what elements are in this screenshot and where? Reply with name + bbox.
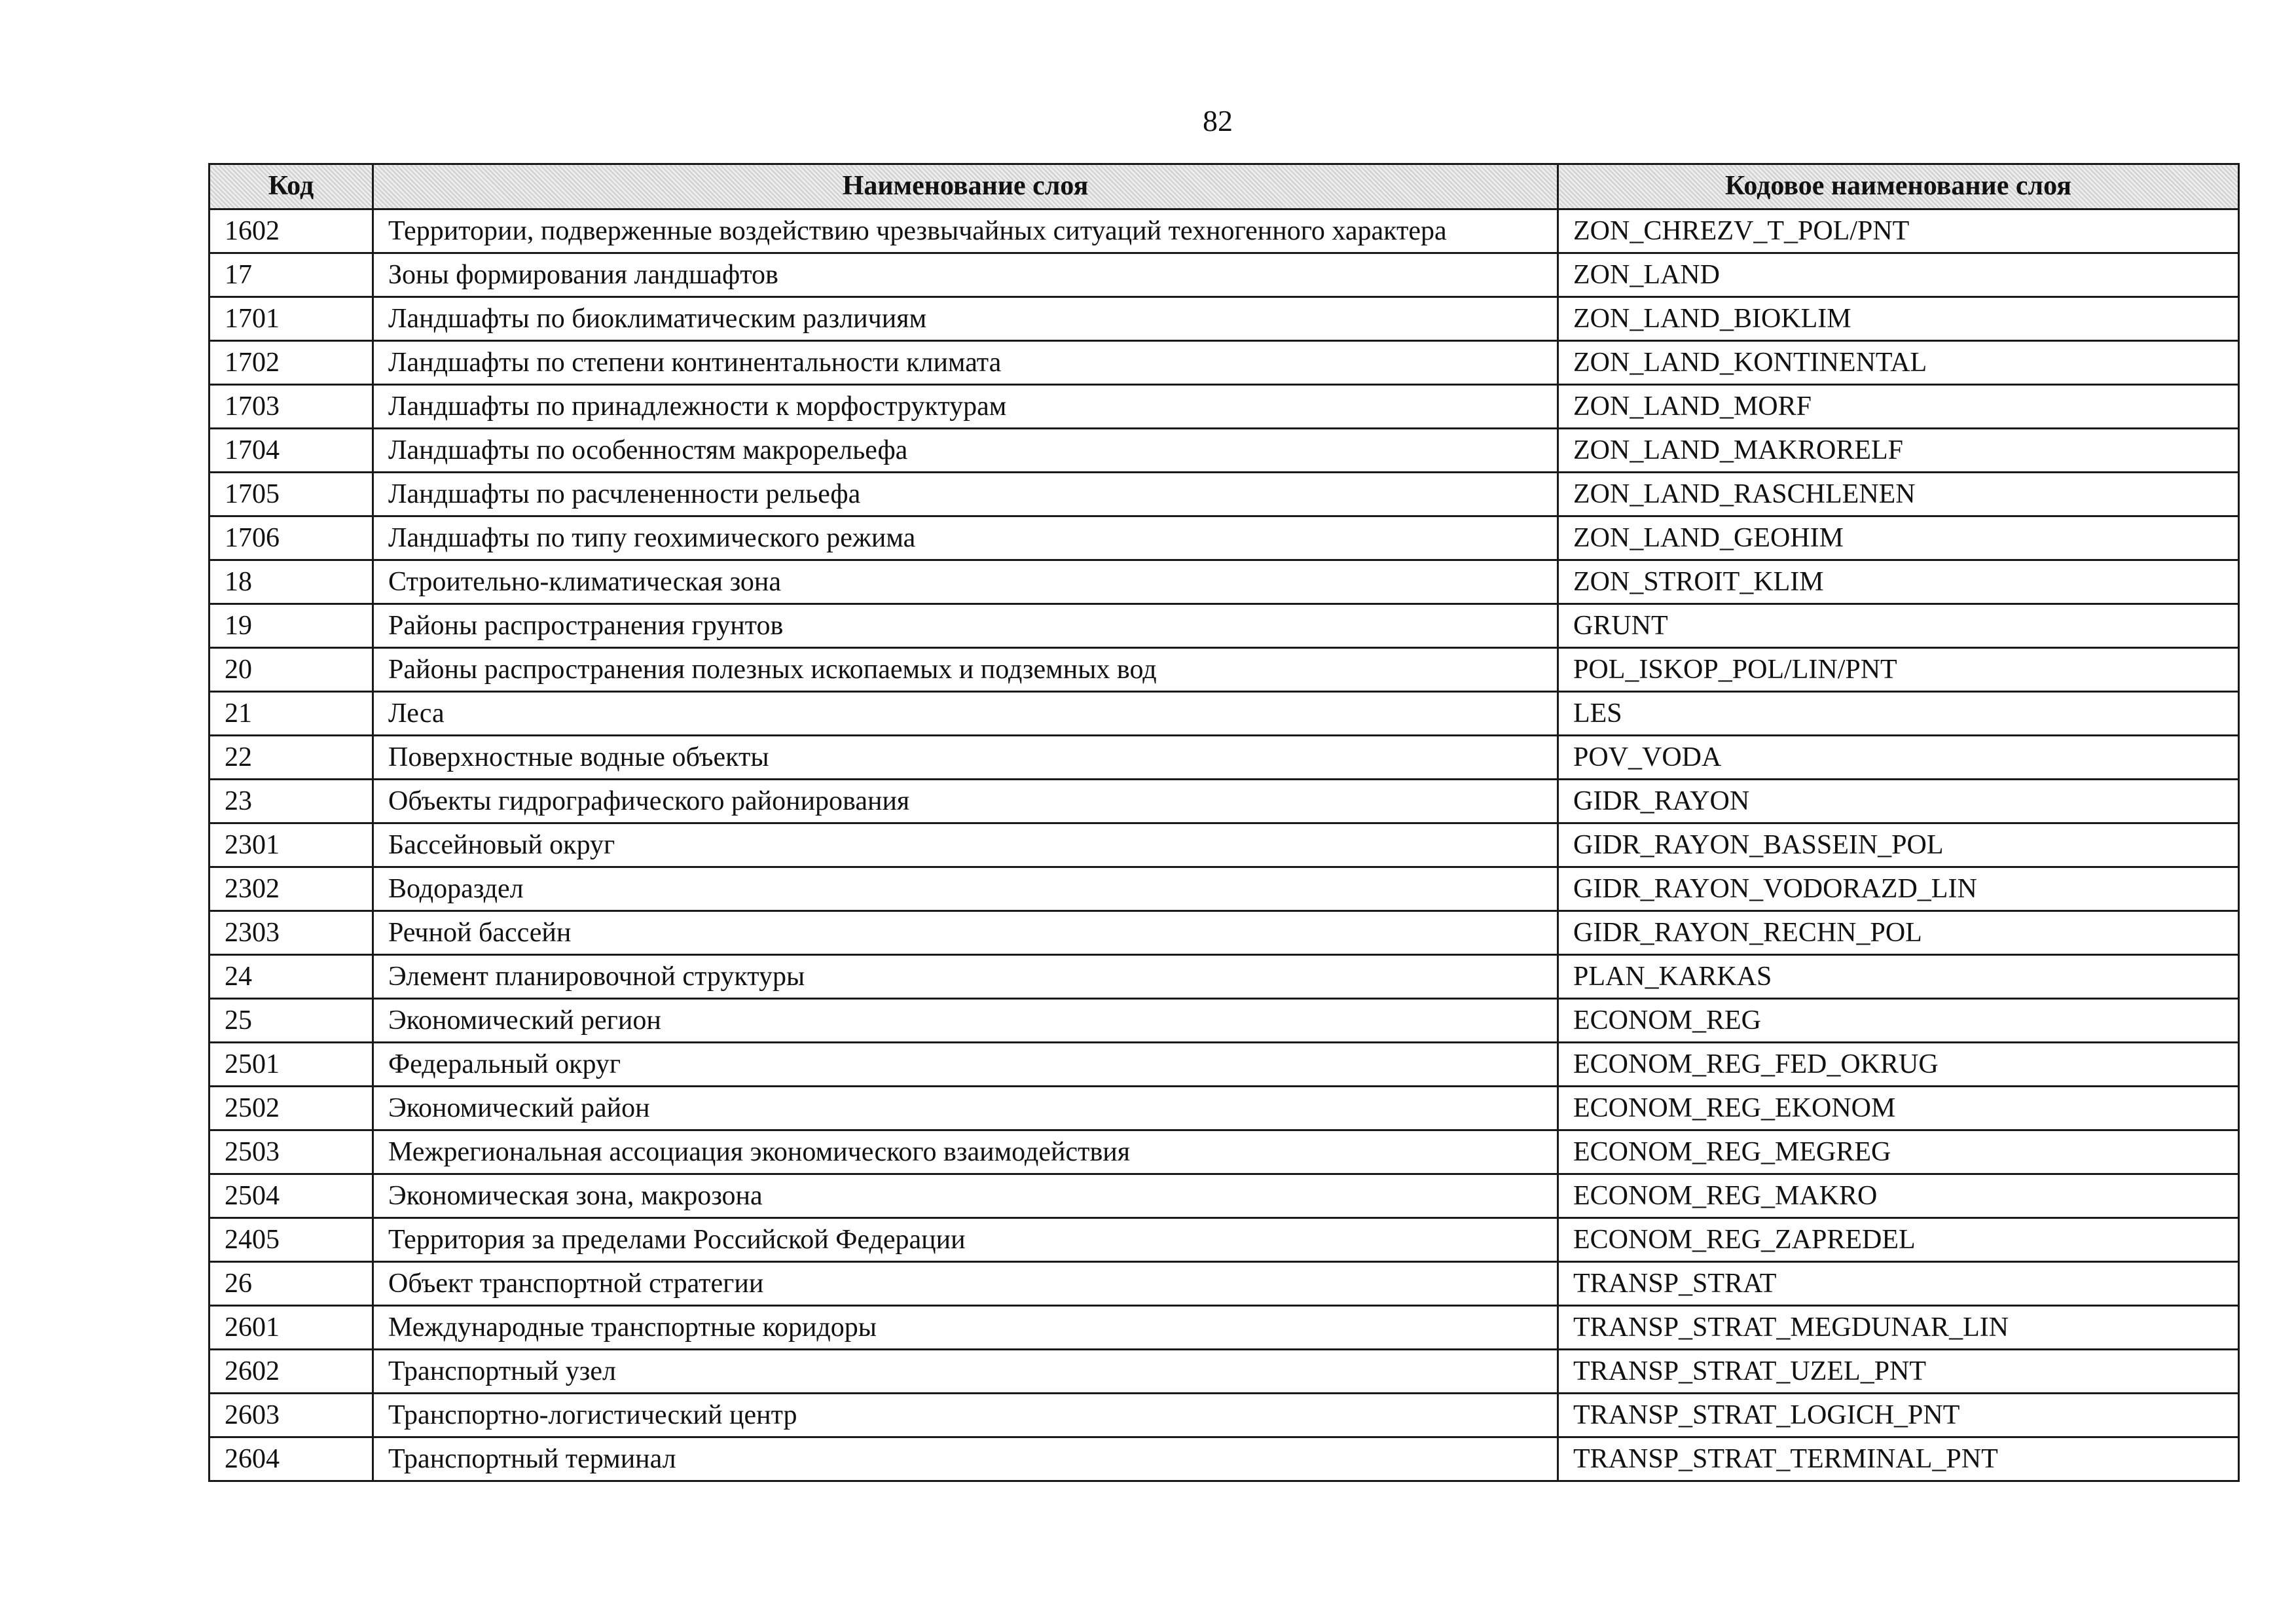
- row-layer-code-name: TRANSP_STRAT: [1558, 1261, 2239, 1305]
- row-layer-name: Леса: [373, 691, 1558, 735]
- row-layer-code-name: ZON_LAND_MAKRORELF: [1558, 428, 2239, 472]
- row-layer-name: Бассейновый округ: [373, 823, 1558, 867]
- row-code: 21: [210, 691, 373, 735]
- row-layer-name: Ландшафты по особенностям макрорельефа: [373, 428, 1558, 472]
- header-layer-code-name: Кодовое наименование слоя: [1558, 164, 2239, 209]
- row-layer-name: Районы распространения полезных ископаемых и подземных вод: [373, 647, 1558, 691]
- row-code: 24: [210, 954, 373, 998]
- row-layer-name: Зоны формирования ландшафтов: [373, 253, 1558, 297]
- row-layer-code-name: GIDR_RAYON_VODORAZD_LIN: [1558, 867, 2239, 911]
- row-code: 2504: [210, 1174, 373, 1218]
- row-code: 2601: [210, 1305, 373, 1349]
- row-code: 1703: [210, 384, 373, 428]
- row-code: 1706: [210, 516, 373, 560]
- layer-table: [208, 163, 2240, 1482]
- row-layer-code-name: ECONOM_REG_FED_OKRUG: [1558, 1042, 2239, 1086]
- row-layer-name: Объект транспортной стратегии: [373, 1261, 1558, 1305]
- table-row: [210, 779, 2239, 823]
- row-code: 26: [210, 1261, 373, 1305]
- row-layer-code-name: POL_ISKOP_POL/LIN/PNT: [1558, 647, 2239, 691]
- row-layer-code-name: LES: [1558, 691, 2239, 735]
- table-row: [210, 1261, 2239, 1305]
- row-layer-name: Территория за пределами Российской Федерации: [373, 1218, 1558, 1261]
- row-layer-name: Районы распространения грунтов: [373, 604, 1558, 647]
- table-row: [210, 867, 2239, 911]
- row-layer-name: Строительно-климатическая зона: [373, 560, 1558, 604]
- row-code: 2301: [210, 823, 373, 867]
- row-layer-name: Транспортно-логистический центр: [373, 1393, 1558, 1437]
- row-layer-code-name: ZON_LAND_KONTINENTAL: [1558, 340, 2239, 384]
- table-row: [210, 1218, 2239, 1261]
- row-layer-code-name: GIDR_RAYON_BASSEIN_POL: [1558, 823, 2239, 867]
- row-code: 2501: [210, 1042, 373, 1086]
- table-row: [210, 384, 2239, 428]
- table-row: [210, 691, 2239, 735]
- row-code: 2302: [210, 867, 373, 911]
- row-code: 2503: [210, 1130, 373, 1174]
- row-layer-name: Ландшафты по биоклиматическим различиям: [373, 297, 1558, 340]
- row-layer-name: Объекты гидрографического районирования: [373, 779, 1558, 823]
- row-layer-code-name: ECONOM_REG_MAKRO: [1558, 1174, 2239, 1218]
- table-row: [210, 516, 2239, 560]
- row-layer-name: Элемент планировочной структуры: [373, 954, 1558, 998]
- row-code: 2303: [210, 911, 373, 954]
- table-row: [210, 998, 2239, 1042]
- header-layer-name: Наименование слоя: [373, 164, 1558, 209]
- row-code: 20: [210, 647, 373, 691]
- table-row: [210, 1130, 2239, 1174]
- row-layer-name: Ландшафты по степени континентальности климата: [373, 340, 1558, 384]
- table-row: [210, 253, 2239, 297]
- row-layer-code-name: ZON_STROIT_KLIM: [1558, 560, 2239, 604]
- row-layer-name: Поверхностные водные объекты: [373, 735, 1558, 779]
- row-code: 22: [210, 735, 373, 779]
- table-row: [210, 1305, 2239, 1349]
- row-layer-code-name: GIDR_RAYON: [1558, 779, 2239, 823]
- row-layer-name: Экономический регион: [373, 998, 1558, 1042]
- table-row: [210, 297, 2239, 340]
- table-header: [210, 164, 2239, 209]
- row-layer-code-name: ZON_LAND_MORF: [1558, 384, 2239, 428]
- row-layer-code-name: PLAN_KARKAS: [1558, 954, 2239, 998]
- row-layer-code-name: ZON_LAND: [1558, 253, 2239, 297]
- row-layer-name: Территории, подверженные воздействию чрезвычайных ситуаций техногенного характера: [373, 209, 1558, 253]
- table-row: [210, 340, 2239, 384]
- row-code: 2602: [210, 1349, 373, 1393]
- row-layer-name: Транспортный узел: [373, 1349, 1558, 1393]
- table-row: [210, 472, 2239, 516]
- table-row: [210, 560, 2239, 604]
- table-row: [210, 1042, 2239, 1086]
- row-layer-name: Федеральный округ: [373, 1042, 1558, 1086]
- table-row: [210, 604, 2239, 647]
- row-code: 1702: [210, 340, 373, 384]
- table-row: [210, 1174, 2239, 1218]
- row-code: 23: [210, 779, 373, 823]
- row-layer-code-name: ECONOM_REG_ZAPREDEL: [1558, 1218, 2239, 1261]
- table-row: [210, 735, 2239, 779]
- row-layer-name: Ландшафты по типу геохимического режима: [373, 516, 1558, 560]
- table-row: [210, 428, 2239, 472]
- table-row: [210, 1437, 2239, 1481]
- row-layer-code-name: POV_VODA: [1558, 735, 2239, 779]
- table-row: [210, 1349, 2239, 1393]
- row-layer-name: Ландшафты по принадлежности к морфоструктурам: [373, 384, 1558, 428]
- row-layer-code-name: GIDR_RAYON_RECHN_POL: [1558, 911, 2239, 954]
- table-row: [210, 209, 2239, 253]
- row-layer-code-name: ECONOM_REG: [1558, 998, 2239, 1042]
- table-row: [210, 1393, 2239, 1437]
- row-layer-name: Водораздел: [373, 867, 1558, 911]
- table-row: [210, 647, 2239, 691]
- page-number: 82: [1203, 104, 1233, 137]
- table-row: [210, 823, 2239, 867]
- row-layer-code-name: TRANSP_STRAT_MEGDUNAR_LIN: [1558, 1305, 2239, 1349]
- row-layer-name: Транспортный терминал: [373, 1437, 1558, 1481]
- row-layer-code-name: GRUNT: [1558, 604, 2239, 647]
- row-layer-name: Межрегиональная ассоциация экономического взаимодействия: [373, 1130, 1558, 1174]
- row-layer-name: Ландшафты по расчлененности рельефа: [373, 472, 1558, 516]
- row-layer-code-name: TRANSP_STRAT_UZEL_PNT: [1558, 1349, 2239, 1393]
- row-code: 1705: [210, 472, 373, 516]
- row-code: 2604: [210, 1437, 373, 1481]
- row-code: 19: [210, 604, 373, 647]
- row-layer-code-name: TRANSP_STRAT_TERMINAL_PNT: [1558, 1437, 2239, 1481]
- row-layer-name: Экономическая зона, макрозона: [373, 1174, 1558, 1218]
- table-row: [210, 954, 2239, 998]
- row-code: 17: [210, 253, 373, 297]
- row-layer-code-name: ECONOM_REG_EKONOM: [1558, 1086, 2239, 1130]
- row-layer-name: Речной бассейн: [373, 911, 1558, 954]
- row-code: 25: [210, 998, 373, 1042]
- row-layer-code-name: ZON_CHREZV_T_POL/PNT: [1558, 209, 2239, 253]
- row-code: 18: [210, 560, 373, 604]
- row-layer-code-name: ZON_LAND_GEOHIM: [1558, 516, 2239, 560]
- row-code: 2603: [210, 1393, 373, 1437]
- row-layer-code-name: ECONOM_REG_MEGREG: [1558, 1130, 2239, 1174]
- table-row: [210, 911, 2239, 954]
- row-code: 2405: [210, 1218, 373, 1261]
- table-row: [210, 1086, 2239, 1130]
- row-code: 1602: [210, 209, 373, 253]
- row-code: 2502: [210, 1086, 373, 1130]
- row-code: 1704: [210, 428, 373, 472]
- row-layer-code-name: ZON_LAND_BIOKLIM: [1558, 297, 2239, 340]
- row-code: 1701: [210, 297, 373, 340]
- header-code: Код: [210, 164, 373, 209]
- table-body: [210, 209, 2239, 1481]
- header-row: [210, 164, 2239, 209]
- row-layer-code-name: ZON_LAND_RASCHLENEN: [1558, 472, 2239, 516]
- row-layer-name: Экономический район: [373, 1086, 1558, 1130]
- row-layer-code-name: TRANSP_STRAT_LOGICH_PNT: [1558, 1393, 2239, 1437]
- row-layer-name: Международные транспортные коридоры: [373, 1305, 1558, 1349]
